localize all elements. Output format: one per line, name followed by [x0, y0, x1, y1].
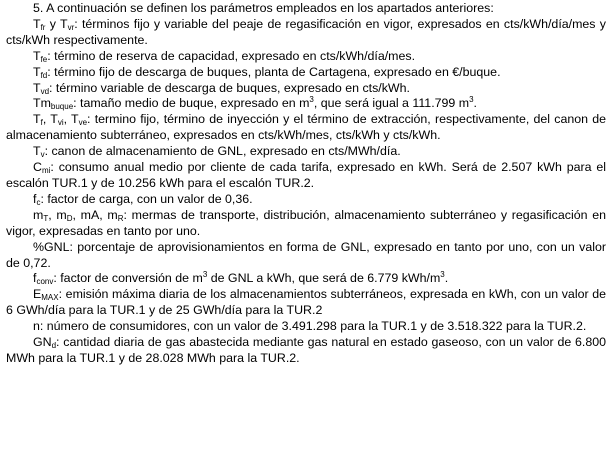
definition: : tamaño medio de buque, expresado en m: [73, 96, 310, 111]
definition: de GNL a kWh, que será de 6.779 kWh/m: [207, 271, 441, 286]
symbol: T: [33, 144, 41, 159]
param-tvd: [6, 81, 606, 97]
symbol: , T: [42, 112, 58, 127]
item-number: 5.: [33, 1, 44, 15]
definition: : cantidad diaria de gas abastecida mediante gas natural en estado gaseoso, con un valor de 6.800 MWh para la TUR.1 y de 28.028 MWh para la TUR.2.: [6, 335, 606, 365]
subscript: conv: [36, 277, 54, 287]
superscript: 3: [309, 95, 314, 105]
param-gnl-percent: [6, 240, 606, 272]
subscript: D: [66, 213, 73, 223]
symbol: , m: [48, 207, 67, 222]
symbol: f: [33, 271, 37, 286]
definition: , que será igual a 111.799 m: [313, 96, 470, 111]
subscript: T: [43, 213, 49, 223]
param-fc: [6, 192, 606, 208]
symbol: E: [33, 287, 42, 302]
intro-paragraph: [6, 1, 606, 17]
definition: : consumo anual medio por cliente de cada tarifa, expresado en kWh. Será de 2.507 kWh para el escalón TUR.1 y de 10.256 kWh para el escalón TUR.2.: [6, 160, 606, 190]
subscript: mi: [41, 166, 51, 176]
definition: : factor de conversión de m: [53, 271, 203, 286]
symbol: T: [33, 80, 41, 95]
subscript: fd: [40, 70, 48, 80]
superscript: 3: [440, 270, 445, 280]
symbol: y T: [45, 16, 68, 31]
param-tfd: [6, 65, 606, 81]
symbol: T: [33, 16, 41, 31]
param-emax: [6, 287, 606, 319]
subscript: c: [36, 197, 41, 207]
param-tf-tvi-tve: [6, 112, 606, 144]
param-tfe: [6, 49, 606, 65]
definition: n: número de consumidores, con un valor de 3.491.298 para la TUR.1 y de 3.518.322 para la TUR.2.: [33, 319, 587, 334]
subscript: R: [117, 213, 124, 223]
subscript: buque: [50, 102, 74, 112]
param-mermas: [6, 208, 606, 240]
definition: %GNL: porcentaje de aprovisionamientos en forma de GNL, expresado en tanto por uno, con un valor de 0,72.: [6, 239, 606, 270]
symbol: , mA, m: [72, 207, 118, 222]
symbol: , T: [63, 112, 79, 127]
subscript: v: [40, 150, 45, 160]
param-fconv: [6, 271, 606, 287]
subscript: fe: [40, 54, 48, 64]
symbol: m: [33, 207, 44, 222]
param-tm-buque: [6, 96, 606, 112]
definition: : término de reserva de capacidad, expresado en cts/kWh/día/mes.: [47, 48, 416, 63]
definition: : factor de carga, con un valor de 0,36.: [40, 191, 253, 206]
subscript: fr: [40, 22, 46, 32]
subscript: ve: [78, 118, 88, 128]
param-tfr-tvr: [6, 17, 606, 49]
superscript: 3: [202, 270, 208, 280]
definition: : término fijo de descarga de buques, planta de Cartagena, expresado en €/buque.: [47, 64, 501, 79]
definition: : emisión máxima diaria de los almacenamientos subterráneos, expresada en kWh, con un valor de 6 GWh/día para la TUR.1 y de 25 GWh/día para la TUR.2: [6, 287, 606, 318]
definition: : términos fijo y variable del peaje de regasificación en vigor, expresados en cts/kWh/día/mes y cts/kWh respectivamente.: [6, 16, 606, 47]
intro-text: A continuación se definen los parámetros empleados en los apartados anteriores:: [46, 1, 494, 15]
symbol: C: [33, 160, 42, 175]
superscript: 3: [469, 95, 474, 105]
symbol: T: [33, 64, 41, 79]
subscript: vd: [40, 86, 50, 96]
definition: : mermas de transporte, distribución, almacenamiento subterráneo y regasificación en vigor, expresadas en tanto por uno.: [6, 207, 606, 238]
param-cmi: [6, 160, 606, 192]
param-n: [6, 319, 606, 335]
subscript: vi: [57, 118, 64, 128]
definition: : termino fijo, término de inyección y el término de extracción, respectivamente, del canon de almacenamiento subterráneo, expresados en cts/kWh/mes, cts/kWh y cts/kWh.: [6, 112, 606, 143]
subscript: MAX: [41, 293, 59, 303]
definition: .: [444, 271, 449, 286]
symbol: Tm: [33, 96, 51, 111]
subscript: f: [40, 118, 43, 128]
symbol: T: [33, 112, 41, 127]
param-gnd: [6, 335, 606, 367]
definition: : canon de almacenamiento de GNL, expresado en cts/MWh/día.: [44, 144, 401, 159]
symbol: f: [33, 191, 37, 206]
symbol: GN: [33, 335, 52, 350]
param-tv: [6, 144, 606, 160]
symbol: T: [33, 48, 41, 63]
subscript: vr: [67, 22, 75, 32]
definition: : término variable de descarga de buques, expresado en cts/kWh.: [49, 80, 410, 95]
subscript: d: [51, 341, 57, 351]
definition: .: [473, 96, 477, 111]
